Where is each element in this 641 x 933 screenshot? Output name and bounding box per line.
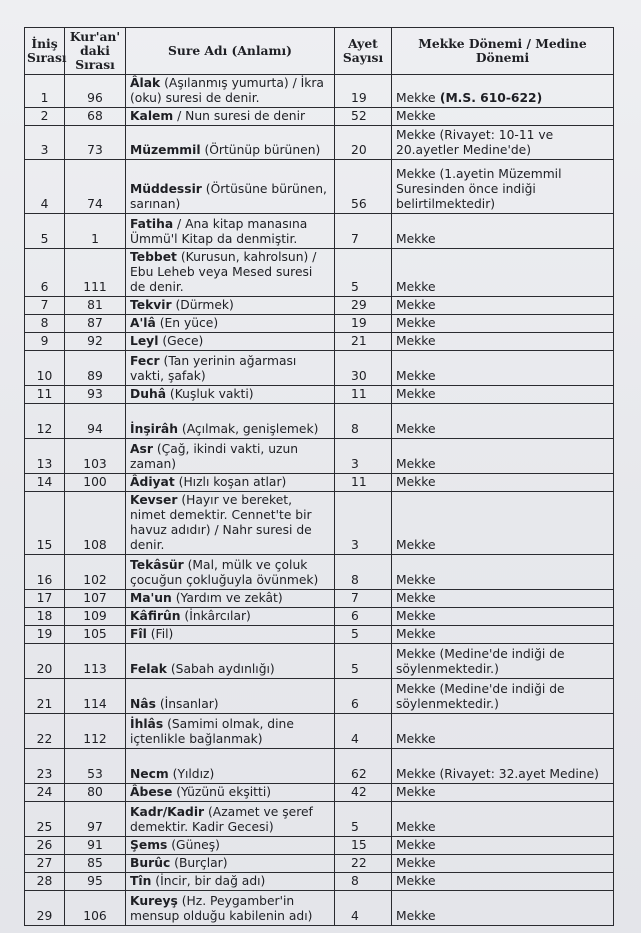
table-row [25,802,614,837]
sure-meaning: (Hz. Peygamber'in mensup olduğu kabilenin adı) [130,894,313,923]
sure-name: Tebbet [130,250,177,264]
cell-kuran: 53 [65,749,126,784]
table-body [25,75,614,926]
cell-donem [392,404,614,439]
cell-kuran: 89 [65,351,126,386]
sure-meaning: (Yardım ve zekât) [171,591,283,605]
cell-kuran: 112 [65,714,126,749]
donem-text: Mekke (1.ayetin Müzemmil Suresinden önce indiği belirtilmektedir) [396,167,562,211]
sure-meaning: (Azamet ve şeref demektir. Kadir Gecesi) [130,805,313,834]
cell-sure [126,873,335,891]
table-row [25,474,614,492]
donem-text: Mekke [396,91,436,105]
cell-donem [392,126,614,160]
header-sure: Sure Adı (Anlamı) [126,28,335,75]
cell-ayet: 42 [335,784,392,802]
donem-text: Mekke [396,909,436,923]
cell-donem [392,802,614,837]
cell-sure [126,492,335,555]
donem-text: Mekke [396,732,436,746]
table-row [25,439,614,474]
cell-donem [392,297,614,315]
table-row [25,404,614,439]
cell-ayet: 6 [335,608,392,626]
cell-donem [392,249,614,297]
cell-donem [392,75,614,108]
cell-donem [392,386,614,404]
cell-donem [392,439,614,474]
cell-sure [126,644,335,679]
cell-sure [126,608,335,626]
donem-text: Mekke [396,874,436,888]
table-row [25,160,614,214]
cell-ayet: 29 [335,297,392,315]
cell-inis: 26 [25,837,65,855]
donem-text: Mekke [396,334,436,348]
cell-inis: 17 [25,590,65,608]
cell-inis: 16 [25,555,65,590]
cell-ayet: 4 [335,891,392,926]
cell-inis: 13 [25,439,65,474]
sure-meaning: (Sabah aydınlığı) [166,662,275,676]
cell-sure [126,404,335,439]
cell-sure [126,75,335,108]
cell-sure [126,679,335,714]
cell-ayet: 22 [335,855,392,873]
cell-kuran: 102 [65,555,126,590]
cell-kuran: 103 [65,439,126,474]
cell-kuran: 1 [65,214,126,249]
cell-inis: 2 [25,108,65,126]
cell-inis: 4 [25,160,65,214]
sure-name: Tekâsür [130,558,184,572]
cell-ayet: 15 [335,837,392,855]
sure-meaning: (Tan yerinin ağarması vakti, şafak) [130,354,297,383]
cell-donem [392,315,614,333]
cell-inis: 19 [25,626,65,644]
cell-kuran: 81 [65,297,126,315]
table-row [25,351,614,386]
donem-text: Mekke [396,627,436,641]
cell-kuran: 106 [65,891,126,926]
cell-inis: 22 [25,714,65,749]
sure-meaning: (Burçlar) [170,856,228,870]
sure-meaning: (Yüzünü ekşitti) [172,785,272,799]
donem-text: Mekke (Medine'de indiği de söylenmektedir.) [396,647,565,676]
cell-ayet: 30 [335,351,392,386]
cell-inis: 23 [25,749,65,784]
cell-ayet: 52 [335,108,392,126]
cell-donem [392,644,614,679]
sure-name: İhlâs [130,717,164,731]
cell-inis: 9 [25,333,65,351]
table-row [25,644,614,679]
sure-name: Tîn [130,874,152,888]
cell-ayet: 11 [335,386,392,404]
sure-name: Kevser [130,493,178,507]
donem-text: Mekke (Medine'de indiği de söylenmektedir.) [396,682,565,711]
cell-ayet: 3 [335,439,392,474]
cell-kuran: 108 [65,492,126,555]
cell-donem [392,608,614,626]
sure-meaning: (Samimi olmak, dine içtenlikle bağlanmak) [130,717,294,746]
sure-name: Âlak [130,76,161,90]
table-row [25,492,614,555]
cell-sure [126,249,335,297]
sure-name: Ma'un [130,591,172,605]
table-row [25,855,614,873]
header-donem: Mekke Dönemi / Medine Dönemi [392,28,614,75]
cell-sure [126,555,335,590]
cell-inis: 29 [25,891,65,926]
cell-sure [126,784,335,802]
table-row [25,297,614,315]
cell-inis: 21 [25,679,65,714]
sure-name: Duhâ [130,387,167,401]
cell-ayet: 8 [335,555,392,590]
cell-sure [126,214,335,249]
donem-text: Mekke [396,609,436,623]
cell-donem [392,855,614,873]
sure-meaning: (Fil) [146,627,174,641]
cell-kuran: 109 [65,608,126,626]
cell-sure [126,108,335,126]
sure-name: Müddessir [130,182,202,196]
cell-donem [392,333,614,351]
cell-donem [392,108,614,126]
cell-ayet: 11 [335,474,392,492]
donem-date: (M.S. 610-622) [435,91,543,105]
cell-ayet: 5 [335,802,392,837]
sure-table [24,27,614,926]
cell-sure [126,351,335,386]
donem-text: Mekke [396,369,436,383]
cell-sure [126,802,335,837]
sure-name: Tekvir [130,298,172,312]
cell-sure [126,386,335,404]
cell-ayet: 20 [335,126,392,160]
cell-donem [392,679,614,714]
cell-ayet: 56 [335,160,392,214]
sure-name: Burûc [130,856,171,870]
cell-donem [392,714,614,749]
cell-sure [126,714,335,749]
cell-inis: 7 [25,297,65,315]
cell-inis: 11 [25,386,65,404]
cell-donem [392,555,614,590]
table-row [25,626,614,644]
sure-meaning: (Çağ, ikindi vakti, uzun zaman) [130,442,299,471]
cell-kuran: 94 [65,404,126,439]
cell-inis: 25 [25,802,65,837]
cell-sure [126,333,335,351]
sure-name: Kalem [130,109,174,123]
donem-text: Mekke [396,573,436,587]
sure-meaning: (Mal, mülk ve çoluk çocuğun çokluğuyla övünmek) [130,558,319,587]
donem-text: Mekke [396,457,436,471]
sure-name: Necm [130,767,169,781]
cell-ayet: 19 [335,315,392,333]
cell-donem [392,784,614,802]
cell-sure [126,439,335,474]
sure-meaning: (Gece) [158,334,204,348]
cell-sure [126,590,335,608]
sure-name: Asr [130,442,153,456]
sure-meaning: (Kurusun, kahrolsun) / Ebu Leheb veya Mesed suresi de denir. [130,250,317,294]
cell-inis: 8 [25,315,65,333]
sure-meaning: (Güneş) [167,838,220,852]
table-row [25,75,614,108]
cell-donem [392,492,614,555]
sure-meaning: (Örtünüp bürünen) [200,143,321,157]
cell-ayet: 5 [335,644,392,679]
cell-kuran: 73 [65,126,126,160]
cell-sure [126,626,335,644]
table-row [25,891,614,926]
table-row [25,679,614,714]
table-row [25,214,614,249]
cell-inis: 14 [25,474,65,492]
donem-text: Mekke (Rivayet: 10-11 ve 20.ayetler Medine'de) [396,128,554,157]
donem-text: Mekke (Rivayet: 32.ayet Medine) [396,767,599,781]
cell-kuran: 100 [65,474,126,492]
cell-kuran: 91 [65,837,126,855]
cell-kuran: 113 [65,644,126,679]
cell-kuran: 93 [65,386,126,404]
cell-kuran: 107 [65,590,126,608]
table-row [25,590,614,608]
sure-name: Felak [130,662,167,676]
cell-kuran: 105 [65,626,126,644]
cell-kuran: 85 [65,855,126,873]
cell-inis: 3 [25,126,65,160]
cell-sure [126,315,335,333]
cell-kuran: 114 [65,679,126,714]
cell-ayet: 7 [335,214,392,249]
sure-name: Şems [130,838,168,852]
sure-meaning: (Açılmak, genişlemek) [177,422,319,436]
cell-sure [126,160,335,214]
sure-meaning: (Hızlı koşan atlar) [174,475,287,489]
table-row [25,784,614,802]
sure-name: Fatiha [130,217,174,231]
sure-name: A'lâ [130,316,156,330]
table-row [25,555,614,590]
sure-name: Âdiyat [130,475,175,489]
table-row [25,315,614,333]
table-row [25,249,614,297]
cell-donem [392,891,614,926]
table-row [25,386,614,404]
sure-name: Kureyş [130,894,178,908]
cell-kuran: 80 [65,784,126,802]
sure-name: Kâfirûn [130,609,181,623]
sure-name: Kadr/Kadir [130,805,205,819]
donem-text: Mekke [396,856,436,870]
cell-donem [392,749,614,784]
header-kuran: Kur'an' daki Sırası [65,28,126,75]
table-row [25,714,614,749]
cell-inis: 20 [25,644,65,679]
table-row [25,333,614,351]
cell-donem [392,474,614,492]
cell-kuran: 111 [65,249,126,297]
cell-ayet: 3 [335,492,392,555]
sure-meaning: (Örtüsüne bürünen, sarınan) [130,182,327,211]
header-inis: İniş Sırası [25,28,65,75]
cell-kuran: 74 [65,160,126,214]
sure-meaning: (İnkârcılar) [180,609,251,623]
sure-name: Müzemmil [130,143,201,157]
cell-kuran: 96 [65,75,126,108]
table-row [25,126,614,160]
table-row [25,749,614,784]
cell-sure [126,749,335,784]
cell-ayet: 62 [335,749,392,784]
sure-meaning: / Ana kitap manasına Ümmü'l Kitap da denmiştir. [130,217,308,246]
cell-sure [126,855,335,873]
table-row [25,108,614,126]
cell-inis: 15 [25,492,65,555]
cell-donem [392,214,614,249]
sure-meaning: (İnsanlar) [155,697,219,711]
cell-donem [392,590,614,608]
sure-name: Nâs [130,697,156,711]
cell-sure [126,837,335,855]
sure-meaning: (En yüce) [155,316,219,330]
cell-inis: 24 [25,784,65,802]
header-ayet: Ayet Sayısı [335,28,392,75]
sure-meaning: (Dürmek) [171,298,234,312]
cell-sure [126,474,335,492]
sure-meaning: (Aşılanmış yumurta) / İkra (oku) suresi de denir. [130,76,324,105]
donem-text: Mekke [396,422,436,436]
cell-inis: 5 [25,214,65,249]
donem-text: Mekke [396,475,436,489]
cell-kuran: 95 [65,873,126,891]
sure-name: Fîl [130,627,147,641]
cell-kuran: 92 [65,333,126,351]
donem-text: Mekke [396,591,436,605]
cell-kuran: 87 [65,315,126,333]
sure-meaning: (Yıldız) [168,767,215,781]
cell-ayet: 7 [335,590,392,608]
cell-ayet: 5 [335,249,392,297]
cell-inis: 10 [25,351,65,386]
cell-ayet: 6 [335,679,392,714]
cell-donem [392,160,614,214]
cell-donem [392,837,614,855]
cell-ayet: 8 [335,404,392,439]
sure-name: Fecr [130,354,160,368]
cell-inis: 6 [25,249,65,297]
donem-text: Mekke [396,280,436,294]
donem-text: Mekke [396,838,436,852]
donem-text: Mekke [396,109,436,123]
donem-text: Mekke [396,232,436,246]
cell-inis: 27 [25,855,65,873]
cell-ayet: 19 [335,75,392,108]
cell-inis: 28 [25,873,65,891]
cell-kuran: 97 [65,802,126,837]
sure-meaning: / Nun suresi de denir [173,109,306,123]
donem-text: Mekke [396,316,436,330]
sure-meaning: (Hayır ve bereket, nimet demektir. Cennet'te bir havuz adıdır) / Nahr suresi de denir. [130,493,312,552]
cell-sure [126,297,335,315]
cell-ayet: 4 [335,714,392,749]
cell-sure [126,891,335,926]
cell-ayet: 8 [335,873,392,891]
donem-text: Mekke [396,538,436,552]
cell-sure [126,126,335,160]
sure-meaning: (İncir, bir dağ adı) [151,874,266,888]
cell-donem [392,626,614,644]
donem-text: Mekke [396,820,436,834]
header-row [25,28,614,75]
cell-ayet: 21 [335,333,392,351]
sure-meaning: (Kuşluk vakti) [166,387,254,401]
table-row [25,837,614,855]
table-row [25,873,614,891]
donem-text: Mekke [396,298,436,312]
donem-text: Mekke [396,785,436,799]
donem-text: Mekke [396,387,436,401]
sure-name: İnşirâh [130,422,178,436]
cell-donem [392,873,614,891]
cell-kuran: 68 [65,108,126,126]
cell-inis: 12 [25,404,65,439]
sure-name: Leyl [130,334,159,348]
cell-ayet: 5 [335,626,392,644]
sure-name: Âbese [130,785,173,799]
table-row [25,608,614,626]
cell-inis: 18 [25,608,65,626]
cell-inis: 1 [25,75,65,108]
cell-donem [392,351,614,386]
